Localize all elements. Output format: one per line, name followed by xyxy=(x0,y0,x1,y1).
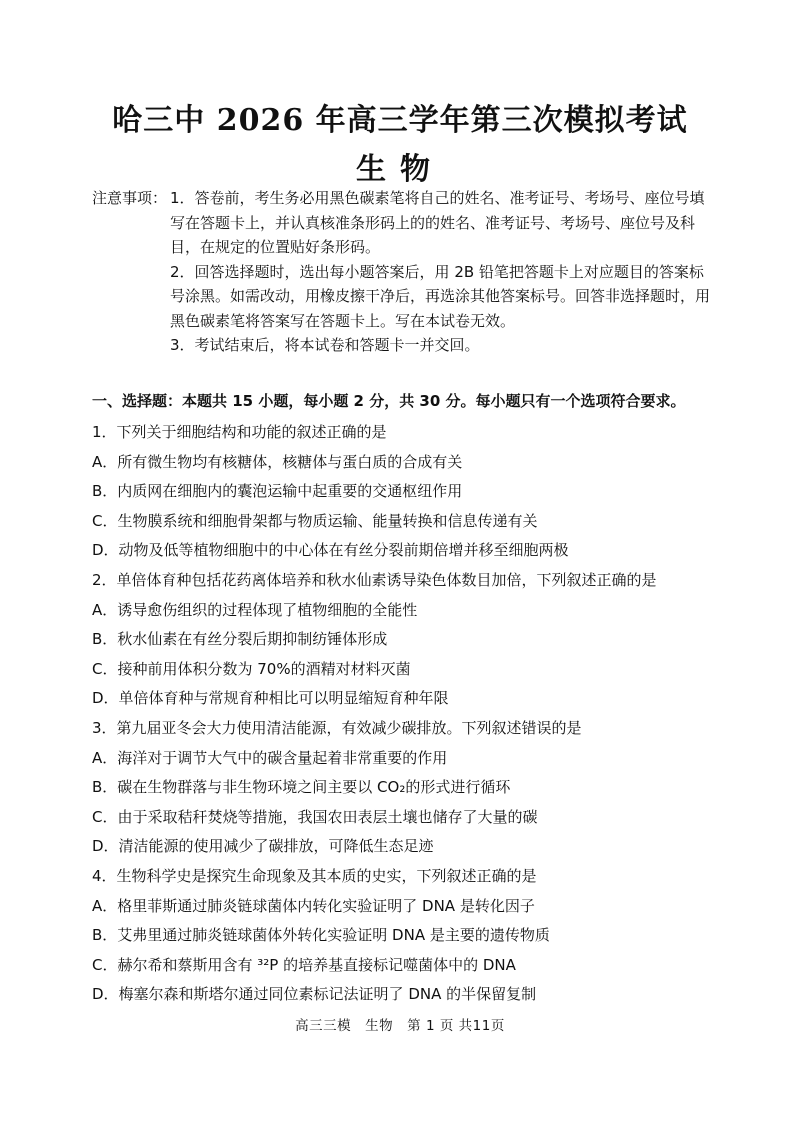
option: D．单倍体育种与常规育种相比可以明显缩短育种年限 xyxy=(92,689,449,708)
question-stem: 1．下列关于细胞结构和功能的叙述正确的是 xyxy=(92,423,387,441)
option: A．诱导愈伤组织的过程体现了植物细胞的全能性 xyxy=(92,600,418,619)
question-stem: 3．第九届亚冬会大力使用清洁能源，有效减少碳排放。下列叙述错误的是 xyxy=(92,718,582,737)
subject-heading: 生物 xyxy=(356,152,444,187)
section-heading: 一、选择题：本题共 15 小题，每小题 2 分，共 30 分。每小题只有一个选项符合要求。 xyxy=(92,392,686,410)
option: C．赫尔希和蔡斯用含有 ³²P 的培养基直接标记噬菌体中的 DNA xyxy=(92,955,516,974)
question-stem: 4．生物科学史是探究生命现象及其本质的史实，下列叙述正确的是 xyxy=(92,866,537,885)
notice-label: 注意事项： xyxy=(92,189,168,207)
exam-title: 哈三中 2026 年高三学年第三次模拟考试 xyxy=(112,103,688,138)
notice-item: 1．答卷前，考生务必用黑色碳素笔将自己的姓名、准考证号、考场号、座位号填写在答题卡上，并认真核准条形码上的的姓名、准考证号、考场号、座位号及科目，在规定的位置贴好条形码。 xyxy=(170,189,705,256)
option: C．由于采取秸秆焚烧等措施，我国农田表层土壤也储存了大量的碳 xyxy=(92,807,538,826)
notice-items xyxy=(170,186,715,358)
option: D．梅塞尔森和斯塔尔通过同位素标记法证明了 DNA 的半保留复制 xyxy=(92,985,537,1004)
option: C．生物膜系统和细胞骨架都与物质运输、能量转换和信息传递有关 xyxy=(92,511,538,530)
option: D．动物及低等植物细胞中的中心体在有丝分裂前期倍增并移至细胞两极 xyxy=(92,541,569,560)
option: A．格里菲斯通过肺炎链球菌体内转化实验证明了 DNA 是转化因子 xyxy=(92,896,535,915)
option: A．所有微生物均有核糖体，核糖体与蛋白质的合成有关 xyxy=(92,452,463,471)
question-stem: 2．单倍体育种包括花药离体培养和秋水仙素诱导染色体数目加倍，下列叙述正确的是 xyxy=(92,570,657,589)
option: B．艾弗里通过肺炎链球菌体外转化实验证明 DNA 是主要的遗传物质 xyxy=(92,926,550,945)
page-footer: 高三三模 生物 第 1 页 共11页 xyxy=(295,1018,505,1034)
notice-item: 3．考试结束后，将本试卷和答题卡一并交回。 xyxy=(170,336,480,354)
question-list xyxy=(92,418,712,1010)
option: D．清洁能源的使用减少了碳排放，可降低生态足迹 xyxy=(92,837,434,856)
option: C．接种前用体积分数为 70%的酒精对材料灭菌 xyxy=(92,659,411,678)
notice-item: 2．回答选择题时，选出每小题答案后，用 2B 铅笔把答题卡上对应题目的答案标号涂黑。如需改动，用橡皮擦干净后，再选涂其他答案标号。回答非选择题时，用黑色碳素笔将答案写在答题卡上。写在本试卷无效。 xyxy=(170,262,711,330)
option: A．海洋对于调节大气中的碳含量起着非常重要的作用 xyxy=(92,748,448,767)
option: B．内质网在细胞内的囊泡运输中起重要的交通枢纽作用 xyxy=(92,482,463,501)
option: B．秋水仙素在有丝分裂后期抑制纺锤体形成 xyxy=(92,630,388,649)
option: B．碳在生物群落与非生物环境之间主要以 CO₂的形式进行循环 xyxy=(92,778,511,797)
